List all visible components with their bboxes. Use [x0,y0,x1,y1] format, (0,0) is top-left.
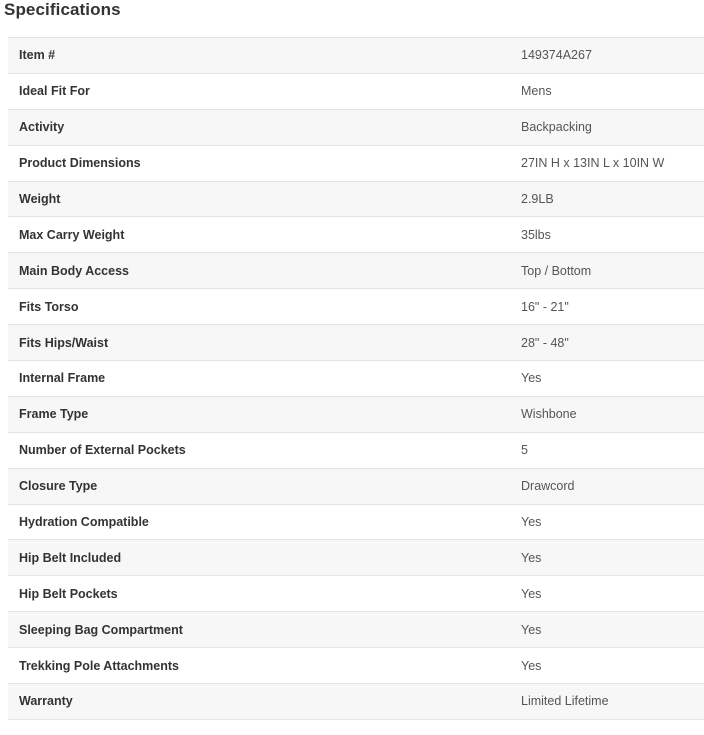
spec-row [8,684,704,720]
spec-value: 27IN H x 13IN L x 10IN W [521,156,665,171]
spec-label: Product Dimensions [19,156,141,171]
spec-row [8,576,704,612]
spec-value: 35lbs [521,227,551,242]
spec-row [8,648,704,684]
spec-label: Fits Torso [19,299,79,314]
spec-label: Hydration Compatible [19,515,149,530]
spec-row [8,505,704,541]
spec-value: 28" - 48" [521,335,569,350]
spec-label: Activity [19,120,65,135]
specifications-table [8,37,704,720]
spec-value: Yes [521,550,542,565]
spec-label: Fits Hips/Waist [19,335,109,350]
spec-value: Backpacking [521,120,592,135]
spec-row [8,540,704,576]
spec-value: 2.9LB [521,192,554,206]
spec-value: 5 [521,443,528,458]
spec-row [8,217,704,253]
spec-label: Main Body Access [19,263,129,278]
spec-row [8,433,704,469]
spec-row [8,325,704,361]
spec-row [8,110,704,146]
spec-label: Item # [19,48,56,63]
spec-row [8,38,704,74]
spec-row [8,469,704,505]
spec-value: Yes [521,371,542,386]
spec-label: Hip Belt Pockets [19,586,118,601]
spec-label: Trekking Pole Attachments [19,658,179,673]
spec-label: Weight [19,192,61,206]
spec-label: Warranty [19,694,73,709]
spec-value: Yes [521,586,542,601]
spec-value: Yes [521,515,542,530]
spec-row [8,74,704,110]
spec-value: Drawcord [521,479,575,494]
spec-value: Limited Lifetime [521,694,609,709]
section-title: Specifications [4,0,121,19]
spec-row [8,361,704,397]
spec-label: Number of External Pockets [19,443,186,458]
spec-row [8,182,704,218]
spec-row [8,397,704,433]
spec-label: Internal Frame [19,371,106,386]
spec-value: Top / Bottom [521,263,592,278]
spec-label: Sleeping Bag Compartment [19,622,183,637]
spec-value: Wishbone [521,407,577,422]
spec-label: Frame Type [19,407,89,422]
spec-value: 149374A267 [521,48,592,63]
spec-row [8,146,704,182]
spec-row [8,612,704,648]
spec-value: 16" - 21" [521,299,569,314]
spec-label: Closure Type [19,479,98,494]
spec-value: Yes [521,622,542,637]
spec-row [8,289,704,325]
spec-value: Yes [521,658,542,673]
spec-label: Max Carry Weight [19,227,125,242]
spec-label: Ideal Fit For [19,84,90,99]
spec-row [8,253,704,289]
spec-label: Hip Belt Included [19,550,122,565]
spec-value: Mens [521,84,552,99]
